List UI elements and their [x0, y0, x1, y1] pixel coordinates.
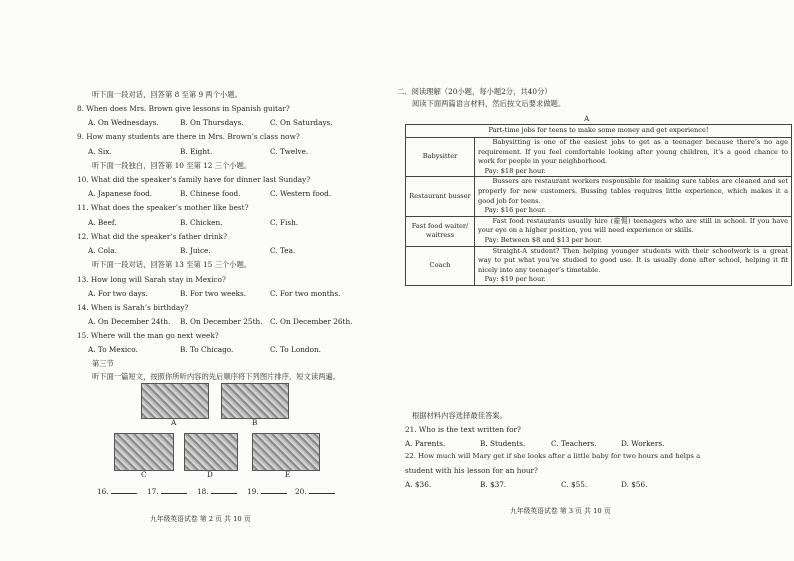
job-name: Fast food waiter/ waitress — [406, 216, 475, 246]
question-10: 10. What did the speaker’s family have for dinner last Sunday? — [77, 175, 311, 184]
picture-label: B — [252, 418, 258, 427]
section-instruction: 阅读下面两篇语言材料，然后按文后要求做题。 — [412, 99, 566, 108]
table-row — [406, 246, 792, 285]
option: B. $37. — [480, 480, 507, 489]
option: B. Students. — [480, 439, 526, 448]
option: A. $36. — [405, 480, 432, 489]
answer-blank-18[interactable] — [197, 487, 237, 496]
option: A. For two days. — [88, 289, 148, 298]
option: C. Tea. — [270, 246, 296, 255]
job-pay: Pay: Between $8 and $13 per hour. — [484, 235, 602, 244]
option: B. On December 25th. — [180, 317, 263, 326]
option: B. Chinese food. — [180, 189, 241, 198]
job-description: Bussers are restaurant workers responsible for making sure tables are cleaned and set properly for new customers. Bussing tables requires little experience, which makes it a good job for teens. — [478, 177, 788, 205]
blank-line — [161, 493, 187, 494]
section-instruction: 听下面一段对话，回答第 8 至第 9 两个小题。 — [92, 90, 242, 99]
job-description: Babysitting is one of the easiest jobs to get as a teenager because there’s no age requirement. If you feel comfortable looking after young children, it’s a good chance to work for people in your neighborhood. — [478, 138, 788, 166]
table-row — [406, 138, 792, 177]
option: C. Western food. — [270, 189, 332, 198]
option: B. Eight. — [180, 147, 213, 156]
answer-number: 18. — [197, 487, 209, 496]
question-15: 15. Where will the man go next week? — [77, 331, 219, 340]
question-22: 22. How much will Mary get if she looks after a little baby for two hours and helps a — [405, 452, 701, 460]
option: C. Teachers. — [551, 439, 597, 448]
job-description: Straight-A student? Then helping younger students with their schoolwork is a great way to put what you’ve studied to good use. It is usually done after school, helping it fit nicely into any teenager’s timetable. — [478, 246, 788, 274]
question-8: 8. When does Mrs. Brown give lessons in Spanish guitar? — [77, 104, 290, 113]
jobs-table — [405, 124, 792, 286]
option: C. Twelve. — [270, 147, 309, 156]
option: A. To Mexico. — [88, 345, 138, 354]
picture-a — [141, 383, 209, 419]
table-header-row — [406, 125, 792, 138]
question-22-continued: student with his lesson for an hour? — [405, 466, 538, 475]
section-title: 二、阅读理解（20小题，每小题2分，共40分） — [397, 87, 552, 96]
job-pay: Pay: $16 per hour. — [484, 206, 546, 215]
answer-blank-19[interactable] — [247, 487, 287, 496]
job-name: Coach — [406, 246, 475, 285]
job-pay: Pay: $19 per hour. — [484, 275, 546, 284]
answer-number: 19. — [247, 487, 259, 496]
option: B. Chicken. — [180, 218, 223, 227]
option: A. Parents. — [405, 439, 446, 448]
blank-line — [261, 493, 287, 494]
job-description: Fast food restaurants usually hire (雇佣) teenagers who are still in school. If you have your eye on a higher position, you will need experience or skills. — [478, 216, 788, 235]
job-name: Restaurant busser — [406, 177, 475, 216]
table-row — [406, 177, 792, 216]
option: C. On Saturdays. — [270, 118, 333, 127]
page-footer: 九年级英语试卷 第 3 页 共 10 页 — [510, 507, 611, 515]
picture-label: A — [171, 418, 177, 427]
blank-line — [211, 493, 237, 494]
option: B. For two weeks. — [180, 289, 247, 298]
option: A. Cola. — [88, 246, 117, 255]
picture-e — [252, 433, 320, 471]
option: D. Workers. — [621, 439, 665, 448]
question-12: 12. What did the speaker’s father drink? — [77, 232, 228, 241]
picture-label: E — [285, 470, 291, 479]
option: C. $55. — [561, 480, 588, 489]
section-instruction: 听下面一段独白，回答第 10 至第 12 三个小题。 — [92, 161, 252, 170]
job-name: Babysitter — [406, 138, 475, 177]
question-instruction: 根据材料内容选择最佳答案。 — [412, 411, 507, 420]
section-heading: 第三节 — [92, 359, 114, 368]
option: B. On Thursdays. — [180, 118, 244, 127]
passage-label: A — [584, 114, 590, 123]
option: B. To Chicago. — [180, 345, 234, 354]
option: A. On Wednesdays. — [88, 118, 159, 127]
table-title: Part-time jobs for teens to make some money and get experience! — [406, 125, 792, 138]
question-21: 21. Who is the text written for? — [405, 425, 521, 434]
option: A. On December 24th. — [88, 317, 171, 326]
section-instruction: 听下面一段对话，回答第 13 至第 15 三个小题。 — [92, 260, 252, 269]
answer-number: 20. — [295, 487, 307, 496]
question-14: 14. When is Sarah’s birthday? — [77, 303, 189, 312]
option: B. Juice. — [180, 246, 211, 255]
option: C. Fish. — [270, 218, 299, 227]
blank-line — [309, 493, 335, 494]
job-description-cell — [475, 138, 792, 177]
question-11: 11. What does the speaker’s mother like best? — [77, 203, 249, 212]
picture-label: D — [207, 470, 213, 479]
job-description-cell — [475, 216, 792, 246]
picture-c — [114, 433, 174, 471]
blank-line — [111, 493, 137, 494]
question-13: 13. How long will Sarah stay in Mexico? — [77, 275, 226, 284]
picture-b — [221, 383, 289, 419]
option: A. Beef. — [88, 218, 117, 227]
job-description-cell — [475, 177, 792, 216]
option: C. On December 26th. — [270, 317, 353, 326]
option: C. To London. — [270, 345, 321, 354]
answer-number: 17. — [147, 487, 159, 496]
option: D. $56. — [621, 480, 648, 489]
page-footer: 九年级英语试卷 第 2 页 共 10 页 — [150, 515, 251, 523]
picture-label: C — [141, 470, 147, 479]
question-9: 9. How many students are there in Mrs. Brown’s class now? — [77, 132, 300, 141]
job-description-cell — [475, 246, 792, 285]
answer-blank-20[interactable] — [295, 487, 335, 496]
section-instruction: 听下面一篇短文，按照你所听内容的先后顺序将下列图片排序，短文读两遍。 — [92, 372, 341, 381]
right-page — [397, 0, 794, 561]
answer-blank-16[interactable] — [97, 487, 137, 496]
picture-d — [184, 433, 238, 471]
answer-blank-17[interactable] — [147, 487, 187, 496]
option: C. For two months. — [270, 289, 341, 298]
table-row — [406, 216, 792, 246]
answer-number: 16. — [97, 487, 109, 496]
job-pay: Pay: $18 per hour. — [484, 166, 546, 175]
option: A. Japanese food. — [88, 189, 153, 198]
option: A. Six. — [88, 147, 112, 156]
